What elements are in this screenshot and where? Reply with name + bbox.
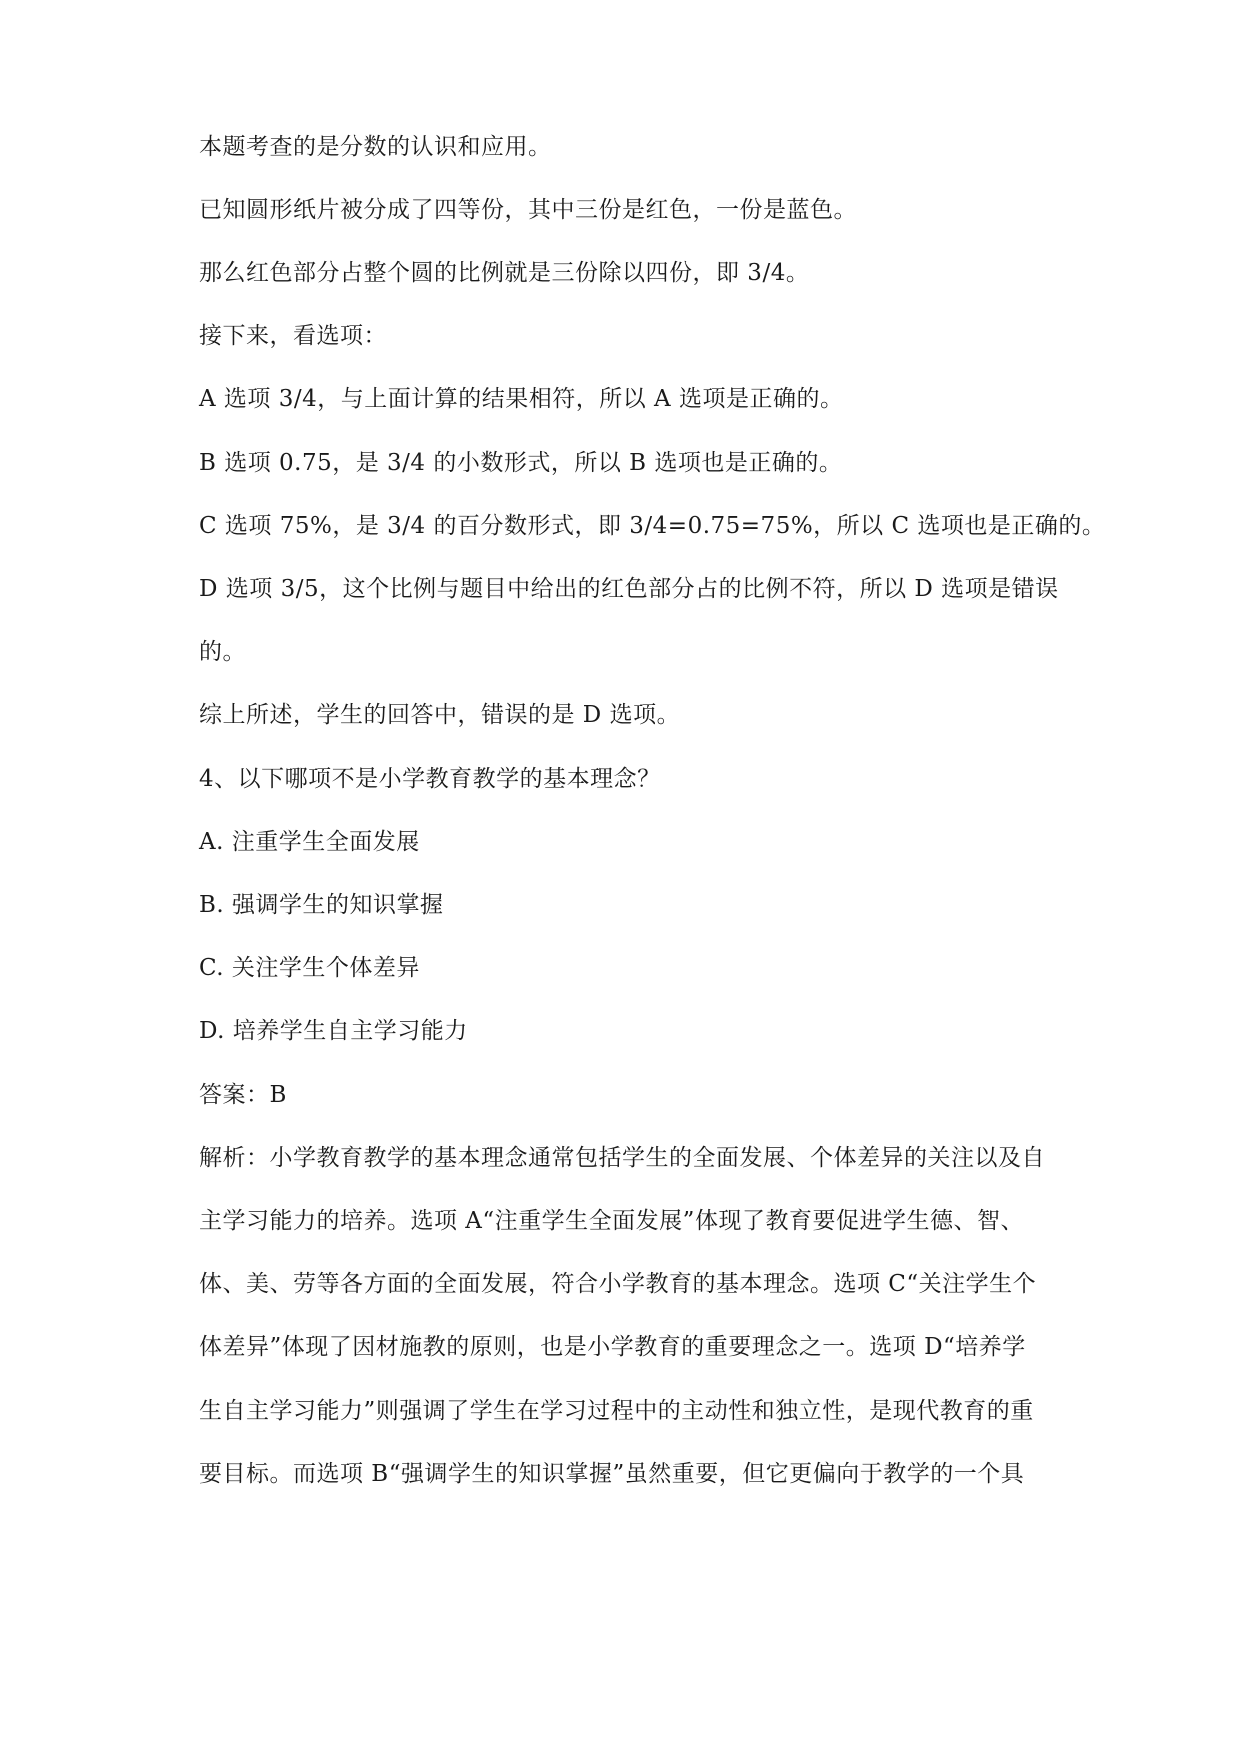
- option-c: C. 关注学生个体差异: [199, 955, 420, 981]
- text-line: 接下来，看选项：: [199, 323, 387, 349]
- text-line: 体、美、劳等各方面的全面发展，符合小学教育的基本理念。选项 C“关注学生个: [199, 1271, 1037, 1297]
- answer-line: 答案：B: [199, 1082, 287, 1108]
- text-line: A 选项 3/4，与上面计算的结果相符，所以 A 选项是正确的。: [199, 386, 844, 412]
- text-line: 本题考查的是分数的认识和应用。: [199, 134, 552, 160]
- text-line: D 选项 3/5，这个比例与题目中给出的红色部分占的比例不符，所以 D 选项是错误: [199, 576, 1059, 602]
- text-line: 解析：小学教育教学的基本理念通常包括学生的全面发展、个体差异的关注以及自: [199, 1145, 1045, 1171]
- text-line: 已知圆形纸片被分成了四等份，其中三份是红色，一份是蓝色。: [199, 197, 857, 223]
- text-line: 综上所述，学生的回答中，错误的是 D 选项。: [199, 702, 681, 728]
- option-d: D. 培养学生自主学习能力: [199, 1018, 468, 1044]
- text-line: 要目标。而选项 B“强调学生的知识掌握”虽然重要，但它更偏向于教学的一个具: [199, 1461, 1025, 1487]
- text-line: 主学习能力的培养。选项 A“注重学生全面发展”体现了教育要促进学生德、智、: [199, 1208, 1024, 1234]
- question-heading: 4、以下哪项不是小学教育教学的基本理念？: [199, 766, 661, 792]
- text-line: C 选项 75%，是 3/4 的百分数形式，即 3/4=0.75=75%，所以 C 选项也是正确的。: [199, 513, 1106, 539]
- option-b: B. 强调学生的知识掌握: [199, 892, 444, 918]
- text-line: 那么红色部分占整个圆的比例就是三份除以四份，即 3/4。: [199, 260, 810, 286]
- text-line: 生自主学习能力”则强调了学生在学习过程中的主动性和独立性，是现代教育的重: [199, 1398, 1034, 1424]
- text-line: 的。: [199, 639, 246, 665]
- text-line: B 选项 0.75，是 3/4 的小数形式，所以 B 选项也是正确的。: [199, 450, 843, 476]
- option-a: A. 注重学生全面发展: [199, 829, 420, 855]
- text-line: 体差异”体现了因材施教的原则，也是小学教育的重要理念之一。选项 D“培养学: [199, 1334, 1026, 1360]
